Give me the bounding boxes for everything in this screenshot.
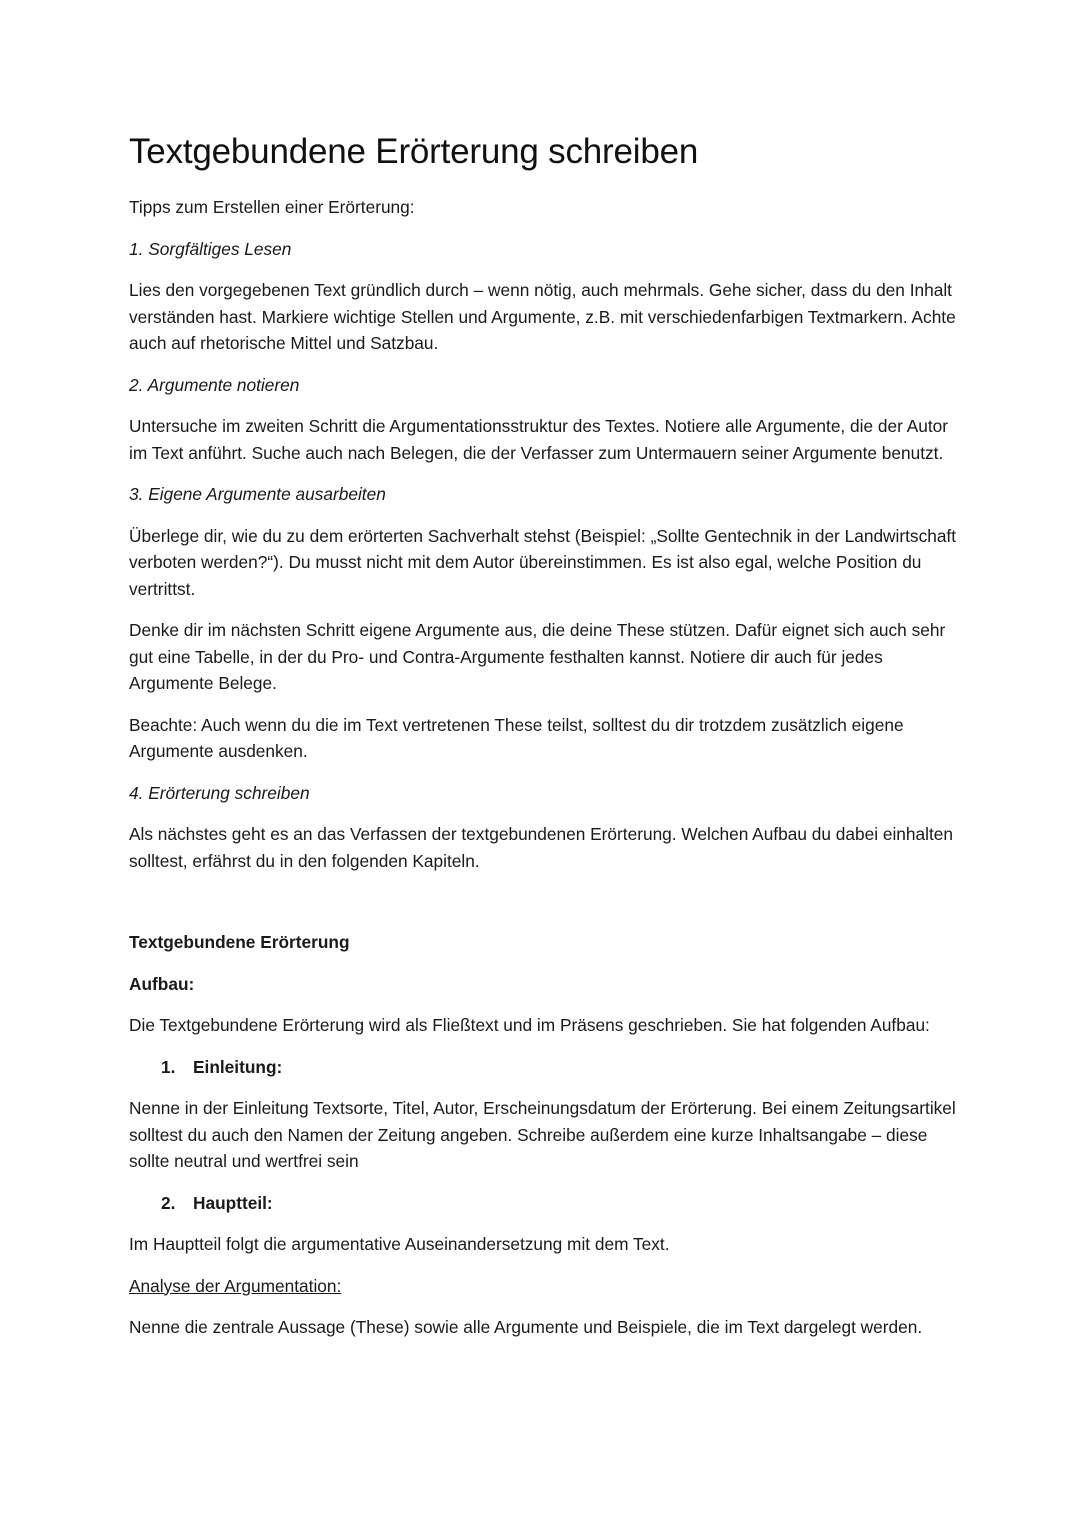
step-3-heading: 3. Eigene Argumente ausarbeiten: [129, 484, 386, 504]
section-2-subtitle: Aufbau:: [129, 973, 195, 994]
document-page: [129, 130, 959, 1356]
list-number: 1.: [161, 1056, 176, 1077]
intro-text: Tipps zum Erstellen einer Erörterung:: [129, 197, 415, 217]
step-2-heading: 2. Argumente notieren: [129, 374, 300, 395]
step-1-heading: 1. Sorgfältiges Lesen: [129, 238, 292, 259]
analysis-heading: Analyse der Argumentation:: [129, 1275, 342, 1296]
step-3-paragraph-1: Überlege dir, wie du zu dem erörterten Sachverhalt stehst (Beispiel: „Sollte Gentechnik in der Landwirtschaft verboten werden?“). Du musst nicht mit dem Autor übereinstimmen. Es ist also egal, welche Position du vertrittst.: [129, 525, 957, 599]
section-2-intro: Die Textgebundene Erörterung wird als Fließtext und im Präsens geschrieben. Sie hat folgenden Aufbau:: [129, 1015, 930, 1035]
list-item-hauptteil: [161, 1190, 959, 1217]
einleitung-text: Nenne in der Einleitung Textsorte, Titel, Autor, Erscheinungsdatum der Erörterung. Bei einem Zeitungsartikel solltest du auch den Namen der Zeitung angeben. Schreibe außerdem eine kurze Inhaltsangabe – diese sollte neutral und wertfrei sein: [129, 1098, 956, 1171]
step-4-heading: 4. Erörterung schreiben: [129, 782, 310, 803]
step-3-paragraph-2: Denke dir im nächsten Schritt eigene Argumente aus, die deine These stützen. Dafür eignet sich auch sehr gut eine Tabelle, in der du Pro- und Contra-Argumente festhalten kannst. Notiere dir auch für jedes Argumente Belege.: [129, 620, 946, 693]
step-2-paragraph: Untersuche im zweiten Schritt die Argumentationsstruktur des Textes. Notiere alle Argumente, die der Autor im Text anführt. Suche auch nach Belegen, die der Verfasser zum Untermauern seiner Argumente benutzt.: [129, 416, 949, 463]
page-title: Textgebundene Erörterung schreiben: [129, 132, 699, 171]
step-1-paragraph: Lies den vorgegebenen Text gründlich durch – wenn nötig, auch mehrmals. Gehe sicher, dass du den Inhalt verständen hast. Markiere wichtige Stellen und Argumente, z.B. mit verschiedenfarbigen Textmarkern. Achte auch auf rhetorische Mittel und Satzbau.: [129, 280, 956, 353]
list-number: 2.: [161, 1192, 176, 1213]
analysis-text: Nenne die zentrale Aussage (These) sowie alle Argumente und Beispiele, die im Text dargelegt werden.: [129, 1317, 923, 1337]
section-2-title: Textgebundene Erörterung: [129, 932, 350, 952]
list-label: Einleitung:: [193, 1056, 283, 1077]
hauptteil-text: Im Hauptteil folgt die argumentative Auseinandersetzung mit dem Text.: [129, 1234, 670, 1254]
list-label: Hauptteil:: [193, 1192, 273, 1213]
list-item-einleitung: [161, 1054, 959, 1081]
step-4-paragraph: Als nächstes geht es an das Verfassen der textgebundenen Erörterung. Welchen Aufbau du dabei einhalten solltest, erfährst du in den folgenden Kapiteln.: [129, 824, 953, 871]
section-spacer: [129, 889, 959, 929]
step-3-paragraph-3: Beachte: Auch wenn du die im Text vertretenen These teilst, solltest du dir trotzdem zusätzlich eigene Argumente ausdenken.: [129, 714, 904, 761]
